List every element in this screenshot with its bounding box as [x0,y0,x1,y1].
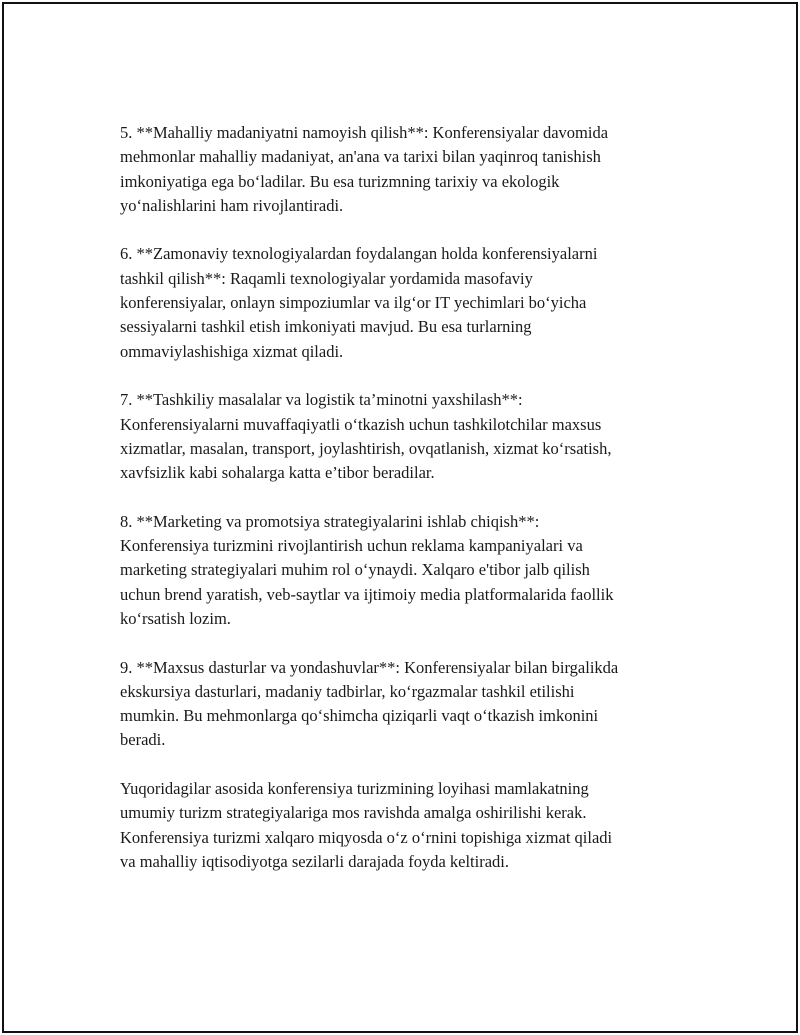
paragraph-item-6: 6. **Zamonaviy texnologiyalardan foydalangan holda konferensiyalarni tashkil qilish**: Raqamli texnologiyalar yordamida masofaviy konferensiyalar, onlayn simpoziumlar va ilg‘or IT yechimlari bo‘yicha sessiyalarni tashkil etish imkoniyati mavjud. Bu esa turlarning ommaviylashishiga xizmat qiladi. [120,244,598,361]
paragraph-item-9: 9. **Maxsus dasturlar va yondashuvlar**: Konferensiyalar bilan birgalikda ekskursiya dasturlari, madaniy tadbirlar, ko‘rgazmalar tashkil etilishi mumkin. Bu mehmonlarga qo‘shimcha qiziqarli vaqt o‘tkazish imkonini beradi. [120,657,619,750]
paragraph-item-5: 5. **Mahalliy madaniyatni namoyish qilish**: Konferensiyalar davomida mehmonlar mahalliy madaniyat, an'ana va tarixi bilan yaqinroq tanishish imkoniyatiga ega bo‘ladilar. Bu esa turizmning tarixiy va ekologik yo‘nalishlarini ham rivojlantiradi. [120,123,609,215]
paragraph-item-7: 7. **Tashkiliy masalalar va logistik ta’minotni yaxshilash**: Konferensiyalarni muvaffaqiyatli o‘tkazish uchun tashkilotchilar maxsus xizmatlar, masalan, transport, joylashtirish, ovqatlanish, xizmat ko‘rsatish, xavfsizlik kabi sohalarga katta e’tibor beradilar. [120,390,612,483]
document-body [120,121,690,899]
document-page [2,2,798,1033]
paragraph-conclusion: Yuqoridagilar asosida konferensiya turizmining loyihasi mamlakatning umumiy turizm strategiyalariga mos ravishda amalga oshirilishi kerak. Konferensiya turizmi xalqaro miqyosda o‘z o‘rnini topishiga xizmat qiladi va mahalliy iqtisodiyotga sezilarli darajada foyda keltiradi. [120,779,613,871]
paragraph-item-8: 8. **Marketing va promotsiya strategiyalarini ishlab chiqish**: Konferensiya turizmini rivojlantirish uchun reklama kampaniyalari va marketing strategiyalari muhim rol o‘ynaydi. Xalqaro e'tibor jalb qilish uchun brend yaratish, veb-saytlar va ijtimoiy media platformalarida faollik ko‘rsatish lozim. [120,511,614,628]
